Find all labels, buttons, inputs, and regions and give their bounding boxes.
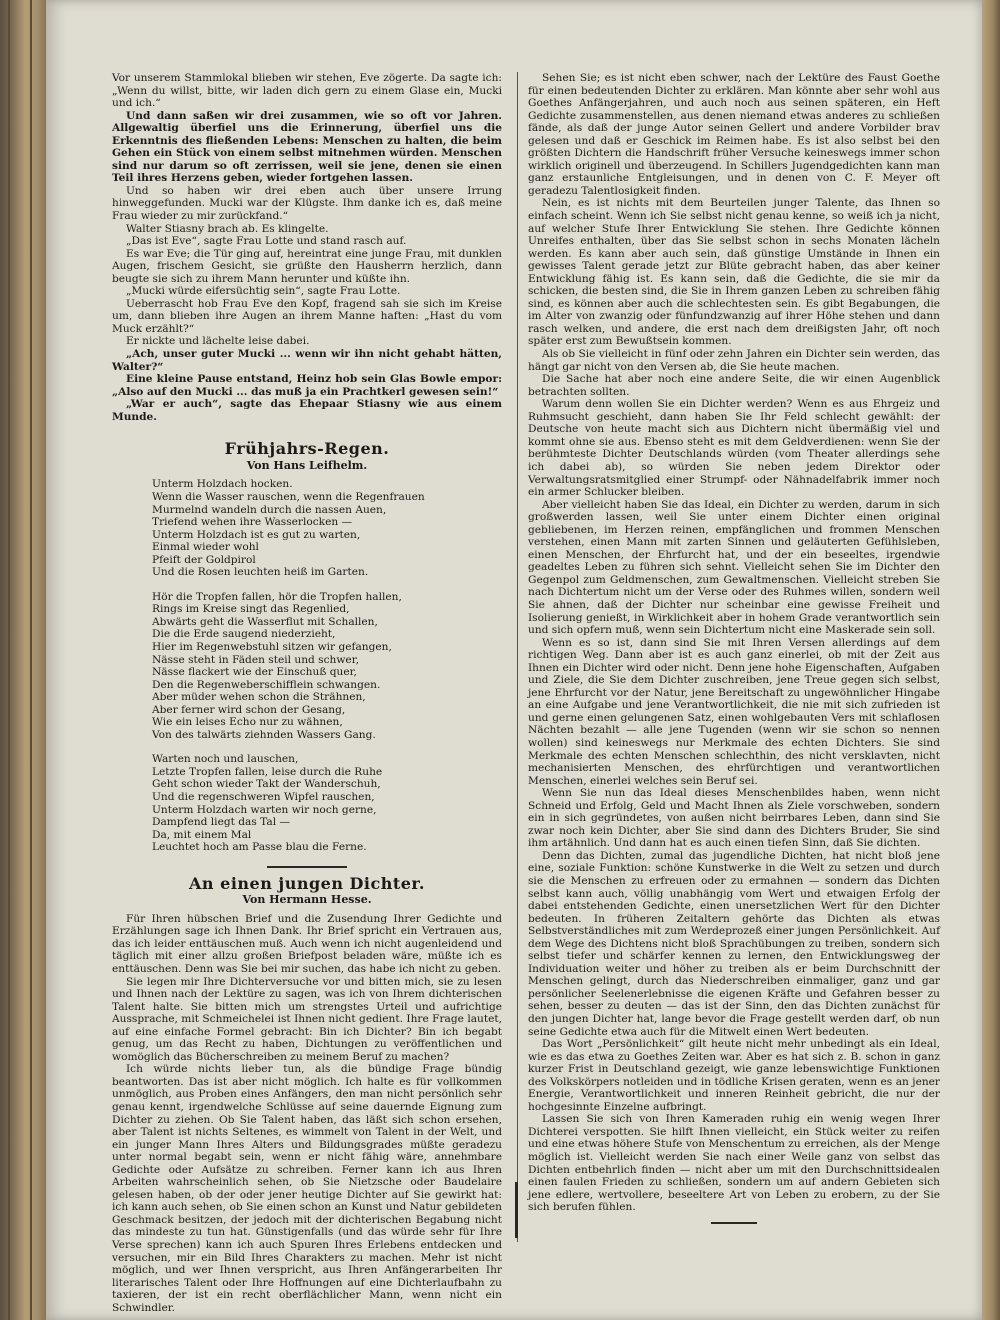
- paragraph: Wenn Sie nun das Ideal dieses Menschenbildes haben, wenn nicht Schneid und Erfolg, Geld und Macht Ihnen als Ziele vorschweben, sondern ein in sich gegründetes, von außen nicht beirrbares Leben, dann sind Sie zwar noch kein Dichter, aber Sie sind dann des Dichters Bruder, Sie sind ihm artähnlich. Und dann hat es auch einen tiefen Sinn, daß Sie dichten.: [528, 787, 940, 850]
- poem-line: Pfeift der Goldpirol: [152, 553, 256, 566]
- poem-line: Nässe steht in Fäden steil und schwer,: [152, 653, 359, 666]
- paragraph: „Mucki würde eifersüchtig sein“, sagte Frau Lotte.: [126, 285, 401, 298]
- poem-line: Nässe flackert wie der Einschuß quer,: [152, 666, 357, 679]
- paragraph: Die Sache hat aber noch eine andere Seite, die wir einen Augenblick betrachten sollten.: [528, 373, 940, 398]
- paragraph: Und so haben wir drei eben auch über unsere Irrung hinweggefunden. Mucki war der Klügste. Ihm danke ich es, daß meine Frau wieder zu mir zurückfand.“: [112, 184, 502, 223]
- poem-line: Letzte Tropfen fallen, leise durch die Ruhe: [152, 765, 383, 778]
- paragraph: Für Ihren hübschen Brief und die Zusendung Ihrer Gedichte und Erzählungen sage ich Ihnen Dank. Ihr Brief spricht ein Vertrauen aus, das ich leider enttäuschen muß. Auch wenn ich nicht augenleidend und täglich mit einer allzu großen Briefpost beladen wäre, müßte ich es enttäuschen. Denn was Sie bei mir suchen, das habe ich nicht zu geben.: [112, 912, 502, 975]
- paragraph: „Das ist Eve“, sagte Frau Lotte und stand rasch auf.: [126, 235, 407, 248]
- poem-line: Von des talwärts ziehnden Wassers Gang.: [152, 728, 376, 741]
- spine-fold-line: [30, 0, 32, 1320]
- poem-author: Von Hans Leifhelm.: [246, 458, 368, 472]
- left-column: [112, 72, 502, 1314]
- poem-stanza: [152, 478, 502, 578]
- poem-stanza: [152, 591, 502, 742]
- poem-line: Wie ein leises Echo nur zu wähnen,: [152, 716, 343, 729]
- poem-line: Da, mit einem Mal: [152, 828, 252, 841]
- paragraph: Nein, es ist nichts mit dem Beurteilen junger Talente, das Ihnen so einfach scheint. Wenn ich Sie selbst nicht genau kenne, so weiß ich ja nicht, auf welcher Stufe Ihrer Entwicklung Sie stehen. Ihre Gedichte können Unreifes enthalten, über das Sie selbst schon in sechs Monaten lächeln werden. Es kann aber auch sein, daß günstige Umstände in Ihnen ein gewisses Talent gerade jetzt zur Blüte gebracht haben, das aber keiner Entwicklung fähig ist. Es kann sein, daß die Gedichte, die sie mir da schicken, die besten sind, die Sie in Ihrem ganzen Leben zu schreiben fähig sind, es können aber auch die schlechtesten sein. Es gibt Begabungen, die im Alter von zwanzig oder fünfundzwanzig auf ihrer Höhe stehen und dann rasch welken, und andere, die erst nach dem dreißigsten Jahr, oft noch später erst zum Bewußtsein kommen.: [528, 197, 940, 348]
- poem-line: Die die Erde saugend niederzieht,: [152, 628, 336, 641]
- column-divider-mark: [515, 1182, 518, 1238]
- poem-line: Unterm Holzdach ist es gut zu warten,: [152, 528, 361, 541]
- poem-line: Triefend wehen ihre Wasserlocken —: [152, 516, 353, 529]
- paragraph: Walter Stiasny brach ab. Es klingelte.: [126, 222, 329, 235]
- paragraph: Es war Eve; die Tür ging auf, hereintrat eine junge Frau, mit dunklen Augen, frischem Gesicht, sie grüßte den Hausherrn herzlich, dann beugte sie sich zu ihrem Mann herunter und küßte ihn.: [112, 247, 502, 285]
- poem-line: Unterm Holzdach hocken.: [152, 478, 293, 491]
- section-rule: [267, 866, 347, 868]
- poem-line: Wenn die Wasser rauschen, wenn die Regenfrauen: [152, 490, 425, 503]
- paragraph: Ueberrascht hob Frau Eve den Kopf, fragend sah sie sich im Kreise um, dann blieben ihre Augen an ihrem Manne haften: „Hast du vom Muck erzählt?“: [112, 297, 502, 335]
- poem-line: Abwärts geht die Wasserflut mit Schallen,: [152, 615, 378, 628]
- poem-title: Frühjahrs-Regen.: [224, 439, 390, 459]
- paragraph: Sehen Sie; es ist nicht eben schwer, nach der Lektüre des Faust Goethe für einen bedeutenden Dichter zu erklären. Man könnte aber sehr wohl aus Goethes Anfängerjahren, und auch noch aus seinen späteren, ein Heft Gedichte zusammenstellen, aus denen niemand etwas anderes zu schließen fände, als daß der junge Autor seinen Gellert und andere Vorbilder brav gelesen und daß er Geschick im Reimen habe. Es ist also selbst bei den größten Dichtern die Handschrift früher Versuche keineswegs immer schon wirklich originell und überzeugend. In Schillers Jugendgedichten kann man ganz erstaunliche Entgleisungen, und in denen von C. F. Meyer oft geradezu Talentlosigkeit finden.: [528, 72, 940, 197]
- paragraph: Er nickte und lächelte leise dabei.: [126, 335, 310, 348]
- paragraph: Als ob Sie vielleicht in fünf oder zehn Jahren ein Dichter sein werden, das hängt gar nicht von den Versen ab, die Sie heute machen.: [528, 348, 940, 373]
- essay-title: An einen jungen Dichter.: [189, 873, 425, 893]
- poem-line: Aber müder wehen schon die Strähnen,: [152, 691, 366, 704]
- paragraph: Ich würde nichts lieber tun, als die bündige Frage bündig beantworten. Das ist aber nicht möglich. Ich halte es für vollkommen unmöglich, aus Proben eines Anfängers, den man nicht persönlich sehr genau kennt, irgendwelche Schlüsse auf seine dauernde Eignung zum Dichter zu ziehen. Ob Sie Talent haben, das läßt sich schon ersehen, aber Talent ist nichts Seltenes, es wimmelt von Talent in der Welt, und ein junger Mann Ihres Alters und Bildungsgrades müßte geradezu unter normal begabt sein, wenn er nicht fähig wäre, annehmbare Gedichte oder Aufsätze zu schreiben. Ferner kann ich aus Ihren Arbeiten wahrscheinlich sehen, ob Sie Nietzsche oder Baudelaire gelesen haben, ob der oder jener heutige Dichter auf Sie gewirkt hat: ich kann auch sehen, ob Sie einen schon an Kunst und Natur gebildeten Geschmack besitzen, der jedoch mit der dichterischen Begabung nicht das mindeste zu tun hat. Günstigenfalls (und das würde sehr für Ihre Verse sprechen) kann ich auch Spuren Ihres Erlebens entdecken und versuchen, mir ein Bild Ihres Charakters zu machen. Mehr ist nicht möglich, und wer Ihnen verspricht, aus Ihren Anfängerarbeiten Ihr literarisches Talent oder Ihre Hoffnungen auf eine Dichterlaufbahn zu taxieren, der ist ein recht oberflächlicher Mann, wenn nicht ein Schwindler.: [112, 1063, 502, 1314]
- paragraph: Wenn es so ist, dann sind Sie mit Ihren Versen allerdings auf dem richtigen Weg. Dann aber ist es auch ganz einerlei, ob mit der Zeit aus Ihnen ein Dichter wird oder nicht. Denn jene hohe Eigenschaften, Aufgaben und Ziele, die Sie dem Dichter zuschreiben, jene Treue gegen sich selbst, jene Ehrfurcht vor der Natur, jene Bereitschaft zu ungewöhnlicher Hingabe an eine Aufgabe und jene Verantwortlichkeit, die nie mit sich zufrieden ist und gerne einen gelungenen Satz, einen wohlgebauten Vers mit schlaflosen Nächten bezahlt — alle jene Tugenden (wenn wir sie schon so nennen wollen) sind keineswegs nur Merkmale des echten Dichters. Sie sind Merkmale des echten Menschen schlechthin, des nicht versklavten, nicht mechanisierten Menschen, des ehrfürchtigen und verantwortlichen Menschen, einerlei welches sein Beruf sei.: [528, 636, 940, 787]
- poem-line: Hör die Tropfen fallen, hör die Tropfen hallen,: [152, 590, 402, 603]
- paragraph: Eine kleine Pause entstand, Heinz hob sein Glas Bowle empor: „Also auf den Mucki ... das muß ja ein Prachtkerl gewesen sein!“: [112, 373, 502, 398]
- paragraph: „War er auch“, sagte das Ehepaar Stiasny wie aus einem Munde.: [112, 398, 502, 423]
- paragraph: Warum denn wollen Sie ein Dichter werden? Wenn es aus Ehrgeiz und Ruhmsucht geschieht, dann haben Sie Ihr Feld schlecht gewählt: der Deutsche von heute macht sich aus Dichtern nicht übermäßig viel und kommt ohne sie aus. Ebenso steht es mit dem Geldverdienen: wenn Sie der berühmteste Dichter Deutschlands würden (vom Theater allerdings sehe ich dabei ab), so würden Sie neben jedem Direktor oder Verwaltungsratsmitglied einer Strumpf- oder Nähnadelfabrik immer noch ein armer Schlucker bleiben.: [528, 398, 940, 499]
- poem-line: Den die Regenweberschifflein schwangen.: [152, 678, 381, 691]
- poem-line: Unterm Holzdach warten wir noch gerne,: [152, 803, 377, 816]
- paragraph: „Ach, unser guter Mucki ... wenn wir ihn nicht gehabt hätten, Walter?“: [112, 348, 502, 373]
- end-rule: [711, 1222, 757, 1224]
- poem-line: Und die Rosen leuchten heiß im Garten.: [152, 566, 369, 579]
- poem-line: Hier im Regenwebstuhl sitzen wir gefangen,: [152, 640, 392, 653]
- poem-line: Leuchtet hoch am Passe blau die Ferne.: [152, 841, 367, 854]
- paragraph: Aber vielleicht haben Sie das Ideal, ein Dichter zu werden, darum in sich großwerden lassen, weil Sie unter einem Dichter einen original gebliebenen, im Herzen reinen, empfänglichen und frommen Menschen verstehen, einen Mann mit zarten Sinnen und geläuterten Gefühlsleben, einen Menschen, der Ehrfurcht hat, und der ein beseeltes, irgendwie geadeltes Leben zu führen sich sehnt. Vielleicht sehen Sie im Dichter den Gegenpol zum Geldmenschen, zum Gewaltmenschen. Vielleicht streben Sie nach Dichtertum nicht um der Verse oder des Ruhmes willen, sondern weil Sie ahnen, daß der Dichter nur scheinbar eine gewisse Freiheit und Isolierung genießt, in Wirklichkeit aber in hohem Grade verantwortlich sein und sich opfern muß, wenn sein Dichtertum nicht eine Maskerade sein soll.: [528, 498, 940, 637]
- paragraph: Denn das Dichten, zumal das jugendliche Dichten, hat nicht bloß jene eine, soziale Funktion: schöne Kunstwerke in die Welt zu setzen und durch sie die Menschen zu erfreuen oder zu ermahnen — sondern das Dichten selbst kann auch, völlig unabhängig vom Wert und etwaigen Erfolg der dabei entstehenden Gedichte, einen unersetzlichen Wert für den Dichter bedeuten. In früheren Zeitaltern gehörte das Dichten als etwas Selbstverständliches mit zum Werdeprozeß einer jungen Persönlichkeit. Auf dem Wege des Dichtens nicht bloß Sprachübungen zu treiben, sondern sich selbst tiefer und schärfer kennen zu lernen, den Entwicklungsweg der Individuation weiter und höher zu treiben als er beim Durchschnitt der Menschen gelingt, durch das Niederschreiben einmaliger, ganz und gar persönlicher Seelenerlebnisse die eigenen Kräfte und Gefahren besser zu sehen, besser zu deuten — das ist der Sinn, den das Dichten zunächst für den jungen Dichter hat, lange bevor die Frage gestellt werden darf, ob nun seine Gedichte etwa auch für die Mitwelt einen Wert bedeuten.: [528, 849, 940, 1038]
- spine-fold-line: [8, 0, 10, 1320]
- paragraph: Lassen Sie sich von Ihren Kameraden ruhig ein wenig wegen Ihrer Dichterei verspotten. Sie hilft Ihnen vielleicht, ein Stück weiter zu reifen und eine etwas höhere Stufe von Menschentum zu erreichen, als der Menge möglich ist. Vielleicht werden Sie nach einer Weile ganz von selbst das Dichten entbehrlich finden — nicht aber um mit den Durchschnittsidealen einen faulen Frieden zu schließen, sondern um auf andern Gebieten sich jene edlere, wertvollere, beseeltere Art von Leben zu erobern, zu der Sie sich berufen fühlen.: [528, 1113, 940, 1214]
- poem-line: Murmelnd wandeln durch die nassen Auen,: [152, 503, 387, 516]
- paragraph: Vor unserem Stammlokal blieben wir stehen, Eve zögerte. Da sagte ich: „Wenn du willst, bitte, wir laden dich gern zu einem Glase ein, Mucki und ich.“: [112, 72, 502, 110]
- poem-line: Rings im Kreise singt das Regenlied,: [152, 603, 350, 616]
- right-column: [528, 72, 940, 1262]
- poem-line: Und die regenschweren Wipfel rauschen,: [152, 790, 375, 803]
- poem-stanza: [152, 753, 502, 853]
- poem-line: Dampfend liegt das Tal —: [152, 816, 291, 829]
- paragraph: Sie legen mir Ihre Dichterversuche vor und bitten mich, sie zu lesen und Ihnen nach der Lektüre zu sagen, was ich von Ihrem dichterischen Talent halte. Sie bitten mich um strengstes Urteil und aufrichtige Aussprache, mit Schmeichelei ist Ihnen nicht gedient. Ihre Frage lautet, auf eine einfache Formel gebracht: Bin ich Dichter? Bin ich begabt genug, um das Recht zu haben, Dichtungen zu veröffentlichen und womöglich das Bücherschreiben zu meinem Beruf zu machen?: [112, 975, 502, 1063]
- book-spine: [0, 0, 46, 1320]
- poem-line: Warten noch und lauschen,: [152, 753, 299, 766]
- poem-line: Aber ferner wird schon der Gesang,: [152, 703, 346, 716]
- essay-author: Von Hermann Hesse.: [242, 893, 372, 907]
- story-ending: [112, 72, 502, 423]
- column-divider: [517, 72, 518, 1242]
- poem-line: Geht schon wieder Takt der Wanderschuh,: [152, 778, 381, 791]
- paragraph: Und dann saßen wir drei zusammen, wie so oft vor Jahren. Allgewaltig überfiel uns die Erinnerung, überfiel uns die Erkenntnis des fließenden Lebens: Menschen zu halten, die beim Gehen ein Stück von einem selbst mitnehmen würden. Menschen sind nur darum so oft zerrissen, weil sie jene, denen sie einen Teil ihres Herzens geben, wieder fortgehen lassen.: [112, 109, 502, 185]
- poem-line: Einmal wieder wohl: [152, 541, 259, 554]
- paragraph: Das Wort „Persönlichkeit“ gilt heute nicht mehr unbedingt als ein Ideal, wie es das etwa zu Goethes Zeiten war. Aber es hat sich z. B. schon in ganz kurzer Frist in Deutschland gezeigt, wie ganze lebenswichtige Funktionen des Volkskörpers notleiden und in tödliche Krisen geraten, wenn es an jener Energie, Verantwortlichkeit und inneren Reinheit gebricht, die nur der hochgesinnte Einzelne aufbringt.: [528, 1038, 940, 1113]
- page-edge: [982, 0, 1000, 1320]
